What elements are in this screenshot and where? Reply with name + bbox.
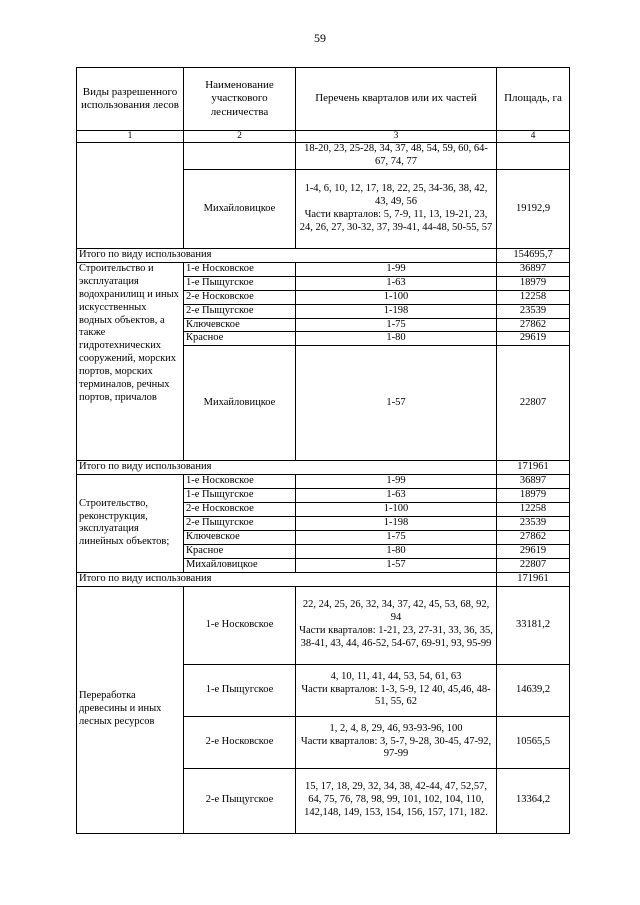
area-cell: 23539: [497, 304, 570, 318]
quarters-cell: 1-57: [296, 558, 497, 572]
forestry-cell: Красное: [184, 544, 296, 558]
quarters-cell: 1-198: [296, 304, 497, 318]
forestry-cell: Михайловицкое: [184, 170, 296, 249]
quarters-cell: 1-99: [296, 262, 497, 276]
forestry-cell: 1-е Пыщугское: [184, 664, 296, 716]
table-header-row: [77, 68, 570, 131]
header-area: Площадь, га: [497, 68, 570, 131]
area-cell: 33181,2: [497, 586, 570, 664]
area-cell: 12258: [497, 503, 570, 517]
quarters-cell: 1-63: [296, 489, 497, 503]
area-cell: 36897: [497, 262, 570, 276]
quarters-cell: 18-20, 23, 25-28, 34, 37, 48, 54, 59, 60, 64-67, 74, 77: [296, 143, 497, 170]
quarters-list: 4, 10, 11, 41, 44, 53, 54, 61, 63: [330, 670, 462, 682]
total-row: [77, 572, 570, 586]
area-cell: 27862: [497, 530, 570, 544]
area-cell-empty: [497, 143, 570, 170]
quarters-cell: 1-75: [296, 530, 497, 544]
quarters-cell: [296, 170, 497, 249]
column-number: 1: [77, 131, 184, 143]
table-row: [77, 586, 570, 664]
total-value: 171961: [497, 572, 570, 586]
column-number: 2: [184, 131, 296, 143]
page-number: 59: [314, 31, 326, 45]
forest-use-table: [76, 67, 570, 834]
forestry-cell: 2-е Носковское: [184, 290, 296, 304]
total-row: [77, 249, 570, 263]
total-value: 171961: [497, 461, 570, 475]
table-row: [77, 143, 570, 170]
forestry-cell: Красное: [184, 332, 296, 346]
forestry-cell: 2-е Пыщугское: [184, 516, 296, 530]
area-cell: 12258: [497, 290, 570, 304]
total-row: [77, 461, 570, 475]
forestry-cell: Михайловицкое: [184, 346, 296, 461]
total-label: Итого по виду использования: [77, 461, 497, 475]
quarters-cell: [296, 664, 497, 716]
quarters-cell: 1-100: [296, 290, 497, 304]
forestry-cell: Михайловицкое: [184, 558, 296, 572]
header-forestry: Наименование участкового лесничества: [184, 68, 296, 131]
forestry-cell: 2-е Носковское: [184, 716, 296, 768]
use-type-cell: Строительство, реконструкция, эксплуатация линейных объектов;: [77, 475, 184, 572]
forestry-cell: 2-е Пыщугское: [184, 768, 296, 833]
quarters-cell: 1-57: [296, 346, 497, 461]
quarters-cell: 1-80: [296, 332, 497, 346]
header-quarters: Перечень кварталов или их частей: [296, 68, 497, 131]
area-cell: 18979: [497, 276, 570, 290]
quarters-cell: 1-80: [296, 544, 497, 558]
forestry-cell: 1-е Пыщугское: [184, 276, 296, 290]
area-cell: 22807: [497, 558, 570, 572]
forestry-cell: 1-е Носковское: [184, 262, 296, 276]
quarters-cell: 15, 17, 18, 29, 32, 34, 38, 42-44, 47, 52,57, 64, 75, 76, 78, 98, 99, 101, 102, 104, 110, 142,148, 149, 153, 154, 156, 157, 171, 182.: [296, 768, 497, 833]
column-number: 3: [296, 131, 497, 143]
forestry-cell: 1-е Носковское: [184, 475, 296, 489]
area-cell: 13364,2: [497, 768, 570, 833]
area-cell: 23539: [497, 516, 570, 530]
area-cell: 29619: [497, 332, 570, 346]
quarters-list: 22, 24, 25, 26, 32, 34, 37, 42, 45, 53, 68, 92, 94: [302, 599, 490, 624]
area-cell: 14639,2: [497, 664, 570, 716]
quarter-parts-list: Части кварталов: 5, 7-9, 11, 13, 19-21, 23, 24, 26, 27, 30-32, 37, 39-41, 44-48, 50-55, 57: [299, 209, 493, 233]
column-number: 4: [497, 131, 570, 143]
area-cell: 18979: [497, 489, 570, 503]
forestry-cell: 2-е Пыщугское: [184, 304, 296, 318]
area-cell: 27862: [497, 318, 570, 332]
use-type-cell: Переработка древесины и иных лесных ресурсов: [77, 586, 184, 833]
forestry-cell: Ключевское: [184, 318, 296, 332]
header-use-type: Виды разрешенного использования лесов: [77, 68, 184, 131]
quarters-cell: [296, 586, 497, 664]
area-cell: 10565,5: [497, 716, 570, 768]
quarters-cell: 1-63: [296, 276, 497, 290]
quarters-cell: 1-99: [296, 475, 497, 489]
use-type-cell: Строительство и эксплуатация водохранилищ и иных искусственных водных объектов, а также гидротехнических сооружений, морских портов, морских терминалов, речных портов, причалов: [77, 262, 184, 460]
quarters-cell: 1-198: [296, 516, 497, 530]
quarter-parts-list: Части кварталов: 1-3, 5-9, 12 40, 45,46, 48-51, 55, 62: [301, 683, 491, 708]
quarters-cell: [296, 716, 497, 768]
forestry-cell: 1-е Пыщугское: [184, 489, 296, 503]
forestry-cell: 2-е Носковское: [184, 503, 296, 517]
table-row: [77, 262, 570, 276]
area-cell: 22807: [497, 346, 570, 461]
forestry-cell: 1-е Носковское: [184, 586, 296, 664]
quarters-list: 1-4, 6, 10, 12, 17, 18, 22, 25, 34-36, 38, 42, 43, 49, 56: [304, 183, 488, 208]
forestry-cell: Ключевское: [184, 530, 296, 544]
column-number-row: [77, 131, 570, 143]
total-label: Итого по виду использования: [77, 572, 497, 586]
quarters-cell: 1-100: [296, 503, 497, 517]
forestry-cell-empty: [184, 143, 296, 170]
total-value: 154695,7: [497, 249, 570, 263]
quarters-list: 1, 2, 4, 8, 29, 46, 93-93-96, 100: [329, 722, 463, 734]
total-label: Итого по виду использования: [77, 249, 497, 263]
quarter-parts-list: Части кварталов: 1-21, 23, 27-31, 33, 36, 35, 38-41, 43, 44, 46-52, 54-67, 69-91, 93, 95-99: [299, 625, 493, 649]
quarter-parts-list: Части кварталов: 3, 5-7, 9-28, 30-45, 47-92, 97-99: [300, 735, 492, 760]
use-type-cell-empty: [77, 143, 184, 249]
quarters-cell: 1-75: [296, 318, 497, 332]
table-row: [77, 475, 570, 489]
area-cell: 19192,9: [497, 170, 570, 249]
area-cell: 29619: [497, 544, 570, 558]
area-cell: 36897: [497, 475, 570, 489]
